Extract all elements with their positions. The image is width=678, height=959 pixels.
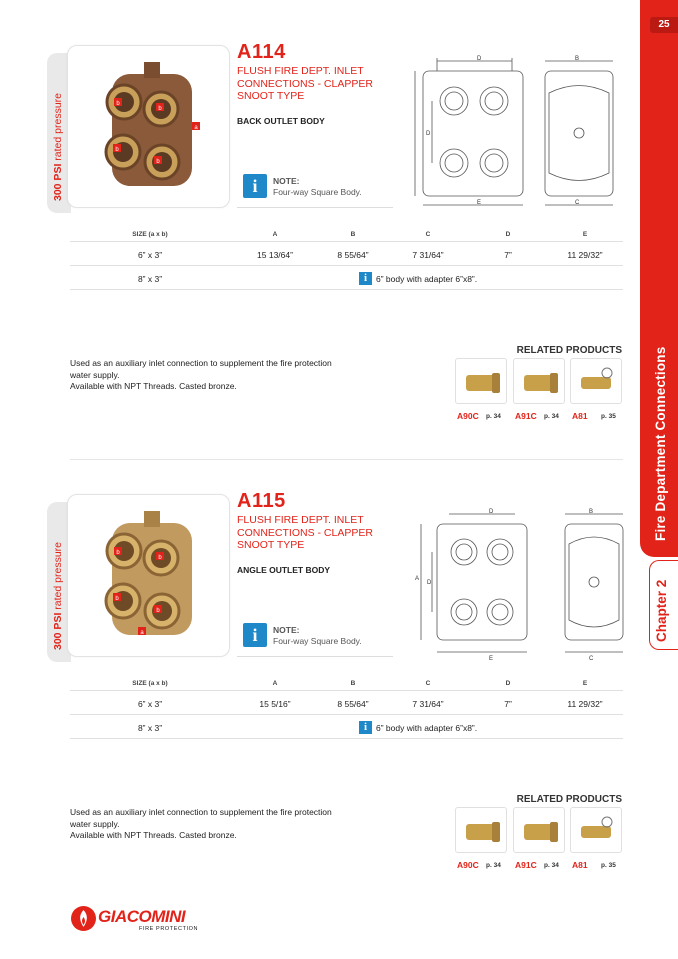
related-products-title: RELATED PRODUCTS	[516, 345, 622, 356]
logo-name: GIACOMINI	[98, 907, 186, 926]
related-product-a81[interactable]	[570, 807, 622, 853]
giacomini-logo-icon	[71, 906, 96, 931]
related-code[interactable]: A81	[572, 860, 588, 870]
chapter-label: Chapter 2	[654, 579, 669, 642]
dim-label: D	[427, 580, 432, 586]
technical-drawing	[407, 53, 632, 213]
cell-a: 15 13/64”	[257, 250, 293, 260]
cell-e: 11 29/32”	[567, 250, 603, 260]
cell-size: 6” x 3”	[137, 250, 163, 260]
photo-label: b	[115, 596, 119, 602]
header-e: E	[582, 231, 588, 238]
note-title: NOTE:	[273, 176, 300, 186]
header-c: C	[425, 680, 431, 687]
related-code[interactable]: A81	[572, 411, 588, 421]
related-code[interactable]: A90C	[457, 411, 479, 421]
note-box	[237, 171, 393, 208]
body-type: ANGLE OUTLET BODY	[237, 565, 331, 575]
photo-label: b	[156, 608, 160, 614]
header-a: A	[272, 680, 278, 687]
table-header-row	[70, 677, 623, 691]
header-b: B	[350, 231, 356, 238]
header-size: SIZE (a x b)	[132, 680, 168, 687]
dim-label: B	[589, 509, 594, 515]
dim-label: E	[477, 200, 482, 206]
table-row	[70, 717, 623, 739]
photo-label: b	[156, 159, 160, 165]
info-icon: i	[243, 623, 267, 647]
chapter-sidebar	[640, 0, 678, 959]
product-code: A114	[237, 41, 286, 63]
photo-label: b	[115, 147, 119, 153]
cell-size: 8” x 3”	[137, 274, 163, 284]
header-d: D	[505, 680, 511, 687]
related-product-a91c[interactable]	[513, 807, 565, 853]
note-text: Four-way Square Body.	[273, 636, 362, 646]
header-e: E	[582, 680, 588, 687]
section-title: Fire Department Connections	[653, 346, 668, 541]
related-page: p. 34	[486, 862, 501, 869]
page-number: 25	[650, 17, 678, 33]
product-code: A115	[237, 490, 286, 512]
header-c: C	[425, 231, 431, 238]
table-row	[70, 244, 623, 266]
dim-label: B	[575, 56, 580, 62]
related-product-a90c[interactable]	[455, 358, 507, 404]
body-type: BACK OUTLET BODY	[237, 116, 325, 126]
cell-size: 6” x 3”	[137, 699, 163, 709]
product-description: Used as an auxiliary inlet connection to supplement the fire protection water supply. Available with NPT Threads. Casted bronze.	[70, 358, 332, 391]
cell-c: 7 31/64”	[412, 250, 444, 260]
dim-label: D	[477, 56, 482, 62]
pressure-rating: 300 PSI rated pressure	[52, 93, 64, 201]
note-box	[237, 620, 393, 657]
header-b: B	[350, 680, 356, 687]
cell-c: 7 31/64”	[412, 699, 444, 709]
table-row	[70, 693, 623, 715]
related-page: p. 34	[486, 413, 501, 420]
cell-b: 8 55/64”	[337, 699, 369, 709]
cell-d: 7”	[504, 699, 512, 709]
photo-label: b	[158, 106, 162, 112]
related-product-a90c[interactable]	[455, 807, 507, 853]
product-subtitle: FLUSH FIRE DEPT. INLET CONNECTIONS - CLAPPER SNOOT TYPE	[237, 65, 373, 102]
product-photo	[68, 495, 231, 658]
info-icon: i	[243, 174, 267, 198]
dim-label: A	[415, 576, 420, 582]
product-a115	[0, 490, 640, 934]
product-photo-card	[67, 45, 230, 208]
related-product-a81[interactable]	[570, 358, 622, 404]
section-divider	[70, 459, 623, 460]
photo-label: b	[158, 555, 162, 561]
info-icon: i	[359, 272, 372, 285]
product-photo-card	[67, 494, 230, 657]
related-code[interactable]: A90C	[457, 860, 479, 870]
product-subtitle: FLUSH FIRE DEPT. INLET CONNECTIONS - CLAPPER SNOOT TYPE	[237, 514, 373, 551]
related-page: p. 35	[601, 862, 616, 869]
adapter-note: i 6” body with adapter 6”x8”.	[359, 721, 477, 735]
header-d: D	[505, 231, 511, 238]
dim-label: D	[426, 131, 431, 137]
related-product-a91c[interactable]	[513, 358, 565, 404]
note-title: NOTE:	[273, 625, 300, 635]
header-size: SIZE (a x b)	[132, 231, 168, 238]
pressure-rating: 300 PSI rated pressure	[52, 542, 64, 650]
related-page: p. 34	[544, 413, 559, 420]
related-page: p. 34	[544, 862, 559, 869]
photo-label: b	[116, 101, 120, 107]
adapter-note: i 6” body with adapter 6”x8”.	[359, 272, 477, 286]
cell-size: 8” x 3”	[137, 723, 163, 733]
cell-b: 8 55/64”	[337, 250, 369, 260]
cell-a: 15 5/16”	[259, 699, 291, 709]
logo-subtitle: FIRE PROTECTION	[139, 926, 199, 932]
technical-drawing	[407, 502, 632, 662]
related-code[interactable]: A91C	[515, 860, 537, 870]
header-a: A	[272, 231, 278, 238]
table-header-row	[70, 228, 623, 242]
product-a114	[0, 41, 640, 485]
giacomini-logo	[71, 906, 211, 936]
photo-label: b	[116, 550, 120, 556]
product-photo	[68, 46, 231, 209]
dim-label: C	[575, 200, 580, 206]
photo-label: a	[194, 125, 198, 131]
related-code[interactable]: A91C	[515, 411, 537, 421]
info-icon: i	[359, 721, 372, 734]
photo-label: a	[140, 630, 144, 636]
table-row	[70, 268, 623, 290]
related-products-title: RELATED PRODUCTS	[516, 794, 622, 805]
cell-e: 11 29/32”	[567, 699, 603, 709]
cell-d: 7”	[504, 250, 512, 260]
dim-label: C	[589, 656, 594, 662]
dim-label: D	[489, 509, 494, 515]
related-page: p. 35	[601, 413, 616, 420]
product-description: Used as an auxiliary inlet connection to supplement the fire protection water supply. Available with NPT Threads. Casted bronze.	[70, 807, 332, 840]
note-text: Four-way Square Body.	[273, 187, 362, 197]
dim-label: E	[489, 656, 494, 662]
